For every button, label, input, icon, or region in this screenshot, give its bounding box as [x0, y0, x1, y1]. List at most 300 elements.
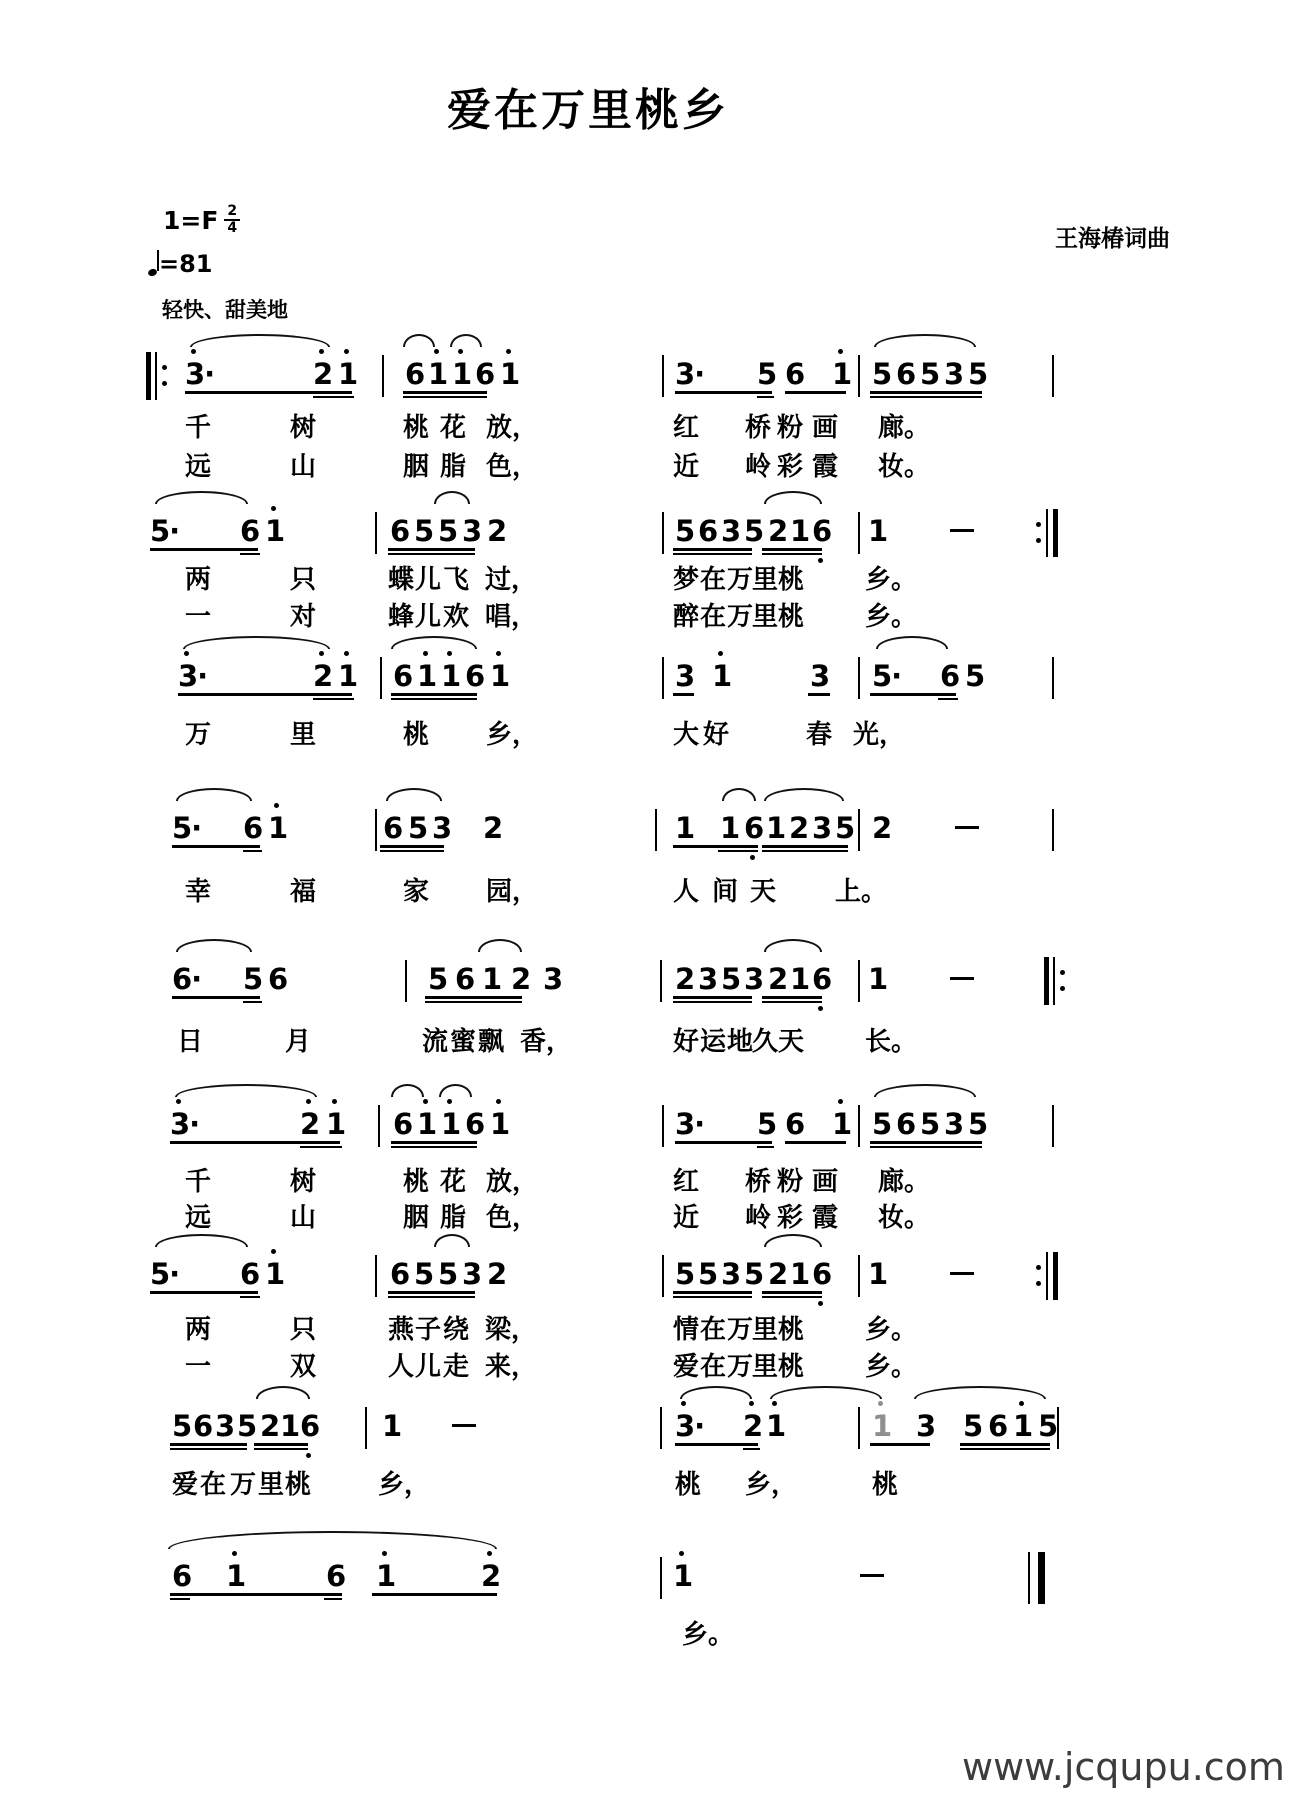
note-digit: 3· — [675, 1107, 705, 1141]
note-digit: 1 — [675, 811, 695, 845]
note-digit: 5 — [920, 357, 940, 391]
note-digit: 6· — [172, 962, 202, 996]
note-digit: 5 — [237, 1409, 257, 1443]
note-digit: 6 — [243, 811, 263, 845]
note-digit: 1 — [500, 357, 520, 391]
octave-dot-high — [274, 803, 279, 808]
note-digit: 6 — [896, 357, 916, 391]
lyric-syllable: 里 — [752, 1352, 779, 1382]
slur-arc — [450, 334, 482, 347]
note-digit: 3 — [944, 357, 964, 391]
note-digit: 2 — [675, 962, 695, 996]
lyric-syllable: 桃 — [403, 1167, 430, 1197]
beam-underline — [372, 1593, 497, 1596]
note-digit: 1 — [452, 357, 472, 391]
lyric-syllable: 花 — [440, 1167, 467, 1197]
note-digit: 6 — [465, 659, 485, 693]
beam-underline — [718, 850, 758, 853]
octave-dot-high — [423, 651, 428, 656]
beam-underline — [673, 845, 758, 848]
note-digit: 1 — [673, 1559, 693, 1593]
barline — [1052, 1105, 1054, 1147]
slur-arc — [403, 334, 435, 347]
beam-underline — [960, 1448, 1050, 1451]
note-digit: 2 — [300, 1107, 320, 1141]
slur-arc — [439, 1084, 472, 1097]
lyric-syllable: 在 — [700, 565, 727, 595]
beam-underline — [240, 1296, 260, 1299]
note-digit: 1 — [868, 514, 888, 548]
duration-dash — [860, 1574, 884, 1577]
beam-underline — [170, 1448, 247, 1451]
duration-dash — [950, 529, 974, 532]
lyric-syllable: 人 — [673, 877, 700, 907]
beam-underline — [762, 845, 848, 848]
beam-underline — [673, 1296, 752, 1299]
barline — [858, 809, 860, 851]
lyric-syllable: 春 — [806, 720, 833, 750]
begin-repeat-thin-bar — [1053, 957, 1055, 1005]
beam-underline — [243, 1001, 262, 1004]
lyric-syllable: 万 — [230, 1470, 257, 1500]
note-digit: 1 — [268, 811, 288, 845]
note-digit: 3 — [810, 659, 830, 693]
beam-underline — [762, 1001, 822, 1004]
lyric-syllable: 家 — [403, 877, 430, 907]
beam-underline — [673, 1001, 752, 1004]
beam-underline — [150, 1291, 258, 1294]
octave-dot-high — [271, 1249, 276, 1254]
end-repeat-thin-bar — [1046, 1252, 1048, 1300]
beam-underline — [391, 1141, 477, 1144]
note-digit: 5 — [408, 811, 428, 845]
lyric-syllable: 乡， — [745, 1470, 798, 1500]
octave-dot-high — [232, 1551, 237, 1556]
note-digit: 5 — [414, 514, 434, 548]
slur-arc — [256, 1386, 310, 1399]
octave-dot-high — [496, 651, 501, 656]
note-digit: 2 — [483, 811, 503, 845]
lyric-syllable: 福 — [290, 877, 317, 907]
beam-underline — [170, 1593, 342, 1596]
slur-arc — [155, 491, 248, 504]
note-digit: 3 — [721, 1257, 741, 1291]
beam-underline — [870, 1443, 930, 1446]
lyric-syllable: 远 — [185, 1203, 212, 1233]
beam-underline — [673, 996, 752, 999]
note-digit: 2 — [260, 1409, 280, 1443]
note-digit: 5 — [698, 1257, 718, 1291]
note-digit: 3 — [215, 1409, 235, 1443]
lyric-syllable: 树 — [290, 1167, 317, 1197]
note-digit: 1 — [872, 1409, 892, 1443]
barline — [662, 1105, 664, 1147]
note-digit: 2 — [872, 811, 892, 845]
note-digit: 6 — [465, 1107, 485, 1141]
note-digit: 1 — [376, 1559, 396, 1593]
final-barline-thin — [1028, 1552, 1030, 1604]
note-digit: 6 — [193, 1409, 213, 1443]
lyric-syllable: 红 — [673, 1167, 700, 1197]
lyric-syllable: 爱 — [172, 1470, 199, 1500]
begin-repeat-thin-bar — [155, 352, 157, 400]
note-digit: 5 — [414, 1257, 434, 1291]
repeat-dot — [1036, 1281, 1041, 1286]
lyric-syllable: 只 — [290, 565, 317, 595]
tempo-value: =81 — [159, 250, 213, 278]
barline — [378, 1105, 380, 1147]
note-digit: 3 — [812, 811, 832, 845]
note-digit: 1 — [417, 1107, 437, 1141]
watermark: www.jcqupu.com — [962, 1745, 1285, 1789]
lyric-syllable: 来， — [485, 1352, 538, 1382]
note-digit: 3· — [675, 357, 705, 391]
note-digit: 3 — [432, 811, 452, 845]
beam-underline — [425, 1001, 522, 1004]
beam-underline — [870, 391, 982, 394]
lyric-syllable: 情 — [673, 1315, 700, 1345]
lyric-syllable: 远 — [185, 452, 212, 482]
octave-dot-high — [878, 1401, 883, 1406]
lyric-syllable: 在 — [700, 1352, 727, 1382]
beam-underline — [762, 850, 848, 853]
note-digit: 5 — [243, 962, 263, 996]
begin-repeat-thick-bar — [146, 352, 151, 400]
note-digit: 1 — [338, 357, 358, 391]
lyric-syllable: 山 — [290, 1203, 317, 1233]
lyric-syllable: 大 — [673, 720, 700, 750]
note-digit: 1 — [790, 962, 810, 996]
beam-underline — [172, 996, 260, 999]
note-digit: 1 — [441, 659, 461, 693]
lyric-syllable: 在 — [700, 602, 727, 632]
lyric-syllable: 桥 — [745, 1167, 772, 1197]
beam-underline — [673, 1291, 752, 1294]
slur-arc — [478, 939, 522, 952]
note-digit: 1 — [790, 514, 810, 548]
octave-dot-high — [382, 1551, 387, 1556]
note-digit: 1 — [382, 1409, 402, 1443]
lyric-syllable: 一 — [185, 602, 212, 632]
lyric-syllable: 乡。 — [682, 1620, 735, 1650]
note-digit: 5 — [757, 1107, 777, 1141]
beam-underline — [254, 1448, 308, 1451]
note-digit: 6 — [326, 1559, 346, 1593]
final-barline-thick — [1038, 1552, 1045, 1604]
lyric-syllable: 过， — [485, 565, 538, 595]
octave-dot-low — [306, 1453, 311, 1458]
octave-dot-low — [818, 1006, 823, 1011]
beam-underline — [391, 1146, 477, 1149]
time-denominator: 4 — [227, 220, 238, 236]
lyric-syllable: 近 — [673, 452, 700, 482]
lyric-syllable: 胭 — [403, 1203, 430, 1233]
lyric-syllable: 子 — [415, 1315, 442, 1345]
beam-underline — [762, 553, 822, 556]
note-digit: 2 — [487, 1257, 507, 1291]
lyric-syllable: 廊。 — [878, 413, 931, 443]
lyric-syllable: 流 — [422, 1027, 449, 1057]
note-digit: 5 — [872, 1107, 892, 1141]
note-digit: 6 — [455, 962, 475, 996]
lyric-syllable: 醉 — [673, 602, 700, 632]
lyric-syllable: 桃 — [872, 1470, 899, 1500]
note-digit: 5 — [963, 1409, 983, 1443]
lyric-syllable: 山 — [290, 452, 317, 482]
lyric-syllable: 幸 — [185, 877, 212, 907]
lyric-syllable: 千 — [185, 1167, 212, 1197]
slur-arc — [914, 1386, 1046, 1399]
beam-underline — [324, 1598, 342, 1601]
lyric-syllable: 胭 — [403, 452, 430, 482]
note-digit: 6 — [896, 1107, 916, 1141]
note-digit: 6 — [785, 357, 805, 391]
octave-dot-high — [749, 1401, 754, 1406]
beam-underline — [762, 996, 822, 999]
note-digit: 1 — [712, 659, 732, 693]
note-digit: 6 — [812, 962, 832, 996]
barline — [660, 1557, 662, 1599]
beam-underline — [313, 396, 354, 399]
note-digit: 1 — [766, 1409, 786, 1443]
lyric-syllable: 妆。 — [878, 452, 931, 482]
beam-underline — [757, 396, 774, 399]
note-digit: 5 — [920, 1107, 940, 1141]
note-digit: 6 — [744, 811, 764, 845]
slur-arc — [764, 491, 822, 504]
beam-underline — [673, 693, 694, 696]
barline — [1052, 809, 1054, 851]
lyric-syllable: 画 — [812, 413, 839, 443]
lyric-syllable: 岭 — [745, 452, 772, 482]
note-digit: 3 — [462, 1257, 482, 1291]
slur-arc — [183, 636, 330, 649]
barline — [375, 512, 377, 554]
slur-arc — [770, 1386, 882, 1399]
note-digit: 1 — [338, 659, 358, 693]
note-digit: 1 — [720, 811, 740, 845]
note-digit: 2 — [768, 514, 788, 548]
slur-arc — [434, 491, 470, 504]
beam-underline — [388, 1296, 475, 1299]
end-repeat-thick-bar — [1053, 1252, 1058, 1300]
lyric-syllable: 彩 — [777, 1203, 804, 1233]
note-digit: 6 — [390, 514, 410, 548]
slur-arc — [874, 1084, 976, 1097]
note-digit: 3 — [721, 514, 741, 548]
lyric-syllable: 红 — [673, 413, 700, 443]
beam-underline — [300, 1146, 342, 1149]
octave-dot-high — [306, 1099, 311, 1104]
octave-dot-high — [344, 349, 349, 354]
note-digit: 3 — [675, 659, 695, 693]
repeat-dot — [1060, 986, 1065, 991]
lyric-syllable: 只 — [290, 1315, 317, 1345]
note-digit: 1 — [832, 357, 852, 391]
note-digit: 1 — [417, 659, 437, 693]
slur-arc — [176, 788, 252, 801]
octave-dot-high — [319, 651, 324, 656]
lyric-syllable: 万 — [727, 1315, 754, 1345]
octave-dot-high — [184, 651, 189, 656]
lyric-syllable: 人 — [388, 1352, 415, 1382]
octave-dot-high — [1019, 1401, 1024, 1406]
expression-marking: 轻快、甜美地 — [162, 298, 288, 322]
note-digit: 1 — [832, 1107, 852, 1141]
lyric-syllable: 岭 — [745, 1203, 772, 1233]
note-digit: 5· — [150, 514, 180, 548]
note-digit: 5 — [968, 357, 988, 391]
octave-dot-high — [838, 349, 843, 354]
slur-arc — [386, 788, 442, 801]
beam-underline — [870, 693, 956, 696]
slur-arc — [175, 1084, 317, 1097]
slur-arc — [680, 1386, 752, 1399]
lyric-syllable: 蜜 — [450, 1027, 477, 1057]
lyric-syllable: 光， — [853, 720, 906, 750]
lyric-syllable: 久 — [752, 1027, 779, 1057]
lyric-syllable: 蜂 — [388, 602, 415, 632]
note-digit: 6 — [240, 514, 260, 548]
lyric-syllable: 里 — [752, 565, 779, 595]
slur-arc — [722, 788, 756, 801]
lyric-syllable: 桥 — [745, 413, 772, 443]
begin-repeat-thick-bar — [1044, 957, 1049, 1005]
octave-dot-high — [681, 1401, 686, 1406]
note-digit: 6 — [785, 1107, 805, 1141]
note-digit: 3 — [462, 514, 482, 548]
beam-underline — [425, 996, 522, 999]
barline — [662, 355, 664, 397]
beam-underline — [170, 1141, 340, 1144]
note-digit: 2 — [768, 962, 788, 996]
beam-underline — [673, 548, 752, 551]
beam-underline — [403, 396, 487, 399]
lyric-syllable: 里 — [752, 602, 779, 632]
note-digit: 1 — [868, 962, 888, 996]
lyric-syllable: 走 — [443, 1352, 470, 1382]
barline — [405, 960, 407, 1002]
note-digit: 5 — [1038, 1409, 1058, 1443]
lyric-syllable: 两 — [185, 565, 212, 595]
note-digit: 6 — [812, 514, 832, 548]
beam-underline — [785, 391, 846, 394]
slur-arc — [190, 334, 330, 347]
lyric-syllable: 桃 — [778, 1315, 805, 1345]
duration-dash — [452, 1424, 476, 1427]
note-digit: 3 — [543, 962, 563, 996]
lyric-syllable: 里 — [752, 1315, 779, 1345]
octave-dot-high — [496, 1099, 501, 1104]
lyric-syllable: 园， — [486, 877, 539, 907]
lyric-syllable: 妆。 — [878, 1203, 931, 1233]
octave-dot-low — [818, 1301, 823, 1306]
lyric-syllable: 树 — [290, 413, 317, 443]
lyric-syllable: 彩 — [777, 452, 804, 482]
note-digit: 2 — [313, 659, 333, 693]
lyric-syllable: 长。 — [865, 1027, 918, 1057]
note-digit: 5 — [438, 1257, 458, 1291]
note-digit: 5 — [872, 357, 892, 391]
octave-dot-high — [679, 1551, 684, 1556]
beam-underline — [172, 845, 260, 848]
beam-underline — [960, 1443, 1050, 1446]
beam-underline — [388, 553, 475, 556]
lyric-syllable: 对 — [290, 602, 317, 632]
lyric-syllable: 儿 — [415, 1352, 442, 1382]
lyric-syllable: 桃 — [285, 1470, 312, 1500]
lyric-syllable: 霞 — [812, 1203, 839, 1233]
barline — [375, 809, 377, 851]
note-digit: 5 — [835, 811, 855, 845]
note-digit: 3 — [744, 962, 764, 996]
note-digit: 2 — [487, 514, 507, 548]
lyric-syllable: 万 — [727, 602, 754, 632]
slur-arc — [391, 1084, 424, 1097]
slur-arc — [176, 939, 252, 952]
note-digit: 1 — [428, 357, 448, 391]
lyric-syllable: 桃 — [778, 1352, 805, 1382]
beam-underline — [254, 1443, 308, 1446]
lyric-syllable: 天 — [778, 1027, 805, 1057]
beam-underline — [762, 1296, 822, 1299]
lyric-syllable: 桃 — [403, 413, 430, 443]
beam-underline — [178, 693, 352, 696]
repeat-dot — [1036, 538, 1041, 543]
note-digit: 3 — [916, 1409, 936, 1443]
duration-dash — [950, 1272, 974, 1275]
lyric-syllable: 画 — [812, 1167, 839, 1197]
note-digit: 5 — [675, 1257, 695, 1291]
octave-dot-high — [191, 349, 196, 354]
note-digit: 1 — [766, 811, 786, 845]
barline — [858, 960, 860, 1002]
lyric-syllable: 飘 — [478, 1027, 505, 1057]
barline — [375, 1255, 377, 1297]
lyric-syllable: 近 — [673, 1203, 700, 1233]
lyric-syllable: 花 — [440, 413, 467, 443]
barline — [382, 355, 384, 397]
beam-underline — [938, 698, 958, 701]
note-digit: 5 — [428, 962, 448, 996]
lyric-syllable: 一 — [185, 1352, 212, 1382]
octave-dot-high — [487, 1551, 492, 1556]
lyric-syllable: 好 — [673, 1027, 700, 1057]
note-digit: 3 — [944, 1107, 964, 1141]
barline — [655, 809, 657, 851]
beam-underline — [380, 850, 444, 853]
lyric-syllable: 桃 — [778, 565, 805, 595]
note-digit: 6 — [172, 1559, 192, 1593]
note-digit: 1 — [326, 1107, 346, 1141]
beam-underline — [243, 850, 262, 853]
lyric-syllable: 地 — [727, 1027, 754, 1057]
note-digit: 3· — [675, 1409, 705, 1443]
octave-dot-high — [458, 349, 463, 354]
octave-dot-high — [447, 1099, 452, 1104]
song-title: 爱在万里桃乡 — [447, 85, 729, 136]
slur-arc — [434, 1234, 470, 1247]
note-digit: 3· — [178, 659, 208, 693]
barline — [858, 1255, 860, 1297]
octave-dot-high — [271, 506, 276, 511]
lyric-syllable: 脂 — [440, 452, 467, 482]
repeat-dot — [1036, 1265, 1041, 1270]
duration-dash — [955, 826, 979, 829]
lyric-syllable: 放， — [486, 413, 539, 443]
octave-dot-high — [434, 349, 439, 354]
beam-underline — [870, 1146, 982, 1149]
